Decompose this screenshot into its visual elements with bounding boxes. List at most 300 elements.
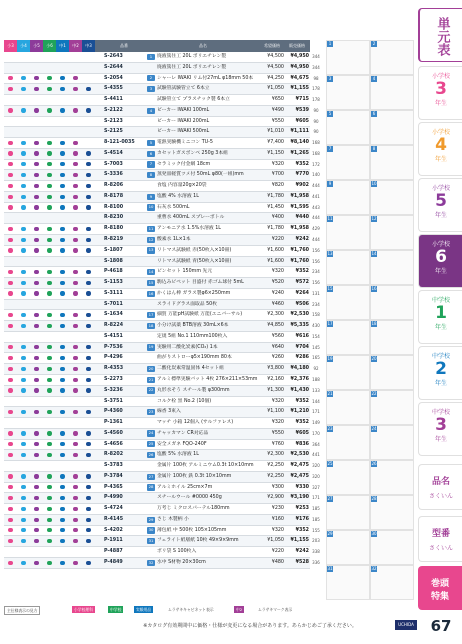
sale-price: ¥1,111 <box>290 129 309 135</box>
header-code: 品番 <box>120 43 128 48</box>
table-row <box>4 127 319 138</box>
product-name: 万考じ ミクロスパーテル180mm <box>157 506 230 512</box>
grade-dot <box>60 291 64 295</box>
sidebar-grade-tab[interactable] <box>418 122 462 176</box>
list-price: ¥230 <box>271 506 284 512</box>
list-price: ¥700 <box>271 172 284 178</box>
grade-dot <box>8 410 12 414</box>
image-number: 29 <box>148 516 154 522</box>
grade-tab-t2: 5 <box>435 191 447 211</box>
grade-tab-t3: 年生 <box>434 268 447 275</box>
grade-dot <box>60 410 64 414</box>
product-name: リトマス試験紙 青(50枚入×10冊) <box>157 258 232 264</box>
grade-tab-t3: 年生 <box>434 212 447 219</box>
product-photo <box>370 285 414 320</box>
grade-dot <box>47 291 51 295</box>
grade-dot <box>86 507 90 511</box>
sale-price: ¥253 <box>295 506 309 512</box>
grade-tab-t3: 年生 <box>434 156 447 163</box>
page-ref: 327 <box>312 484 320 490</box>
grade-dot <box>86 367 90 371</box>
sale-price: ¥1,958 <box>290 226 309 232</box>
grade-dot <box>34 270 38 274</box>
grade-dot <box>34 184 38 188</box>
grade-dot <box>47 141 51 145</box>
product-name: 小分け試薬 BTB溶液 30mL×6本 <box>157 323 229 329</box>
table-row <box>4 267 320 278</box>
grade-dot <box>34 442 38 446</box>
index-code-sub: さくいん <box>428 545 453 552</box>
header-grade-3: 小5 <box>30 40 43 52</box>
table-row <box>4 246 320 257</box>
product-photo <box>370 320 414 355</box>
sale-price: ¥4,180 <box>290 366 309 372</box>
sale-price: ¥352 <box>295 161 309 167</box>
grade-dot <box>21 324 25 328</box>
photo-number: 14 <box>371 251 377 256</box>
table-row <box>4 95 320 106</box>
product-name: コルク栓 黒 No.2 (10個) <box>157 398 212 404</box>
sidebar-grade-tab[interactable] <box>418 290 462 344</box>
product-name: 金属片 100枚 鉄 0.3t 10×10mm <box>157 473 232 479</box>
product-code: P-4365 <box>104 484 123 490</box>
grade-dot <box>60 87 64 91</box>
grade-dot <box>34 528 38 532</box>
page-ref: 133 <box>312 387 320 393</box>
grade-dot <box>86 173 90 177</box>
product-name: 塩酸 5% 水溶液 1L <box>157 452 199 458</box>
image-number: 7 <box>147 161 155 167</box>
image-number: 3 <box>147 86 155 92</box>
photo-number: 22 <box>371 391 377 396</box>
grade-dot <box>86 410 90 414</box>
grade-dot <box>47 76 51 80</box>
grade-dot <box>73 388 77 392</box>
grade-dot <box>34 76 38 80</box>
photo-number: 15 <box>327 286 333 291</box>
grade-dot <box>47 195 51 199</box>
product-code: P-1361 <box>104 420 123 426</box>
grade-dot <box>21 195 25 199</box>
table-row <box>4 74 319 85</box>
grade-dot <box>86 378 90 382</box>
page-ref: 156 <box>312 247 320 253</box>
grade-dot <box>86 442 90 446</box>
grade-dot <box>21 528 25 532</box>
table-row <box>4 558 320 569</box>
product-name: 安全メガネ FQO-240F <box>157 441 207 447</box>
grade-dot <box>47 151 51 155</box>
page-ref: 444 <box>312 215 320 221</box>
product-photo <box>326 425 370 460</box>
product-photo <box>370 355 414 390</box>
grade-dot <box>47 324 51 328</box>
product-name: セラミック付金網 18cm <box>157 161 211 167</box>
product-code: P-3784 <box>104 473 123 479</box>
table-row <box>4 429 320 440</box>
product-name: 石灰水 500mL <box>157 204 190 210</box>
grade-dot <box>8 227 12 231</box>
grade-tab-t2: 3 <box>435 415 447 435</box>
table-row <box>4 160 320 171</box>
grade-dot <box>34 345 38 349</box>
list-price: ¥1,100 <box>267 409 284 415</box>
grade-dot <box>8 162 12 166</box>
product-code: R-8178 <box>104 193 124 199</box>
sidebar-grade-tab[interactable] <box>418 346 462 400</box>
image-number: 19 <box>148 344 154 350</box>
grade-dot <box>47 453 51 457</box>
product-name: フェライト紙層紙 10枚 49×9×9mm <box>157 538 239 544</box>
grade-dot <box>73 356 77 360</box>
grade-dot <box>73 485 77 489</box>
legend-note-2: ムラサキマーク表示 <box>258 607 293 612</box>
grade-dot <box>34 248 38 252</box>
grade-dot <box>60 356 64 360</box>
product-name: 酸素水 1L×1本 <box>157 237 191 243</box>
product-code: R-8219 <box>104 237 124 243</box>
grade-dot <box>21 453 25 457</box>
list-price: ¥2,250 <box>267 463 284 469</box>
table-row <box>4 181 320 192</box>
grade-dot <box>86 195 90 199</box>
sale-price: ¥605 <box>295 118 309 124</box>
sale-price: ¥4,950 <box>290 64 309 70</box>
grade-dot <box>47 184 51 188</box>
image-number: 18 <box>148 322 154 328</box>
grade-dot <box>60 238 64 242</box>
product-code: P-4849 <box>104 559 123 565</box>
grade-dot <box>73 248 77 252</box>
grade-dot <box>21 281 25 285</box>
image-number: 15 <box>148 279 154 285</box>
product-photo <box>326 355 370 390</box>
product-code: S-1808 <box>104 258 123 264</box>
sale-price: ¥286 <box>295 355 309 361</box>
sidebar-grade-tab[interactable] <box>418 66 462 120</box>
product-code: R-4145 <box>104 516 124 522</box>
product-name: 廃液篤住工 20L ポリエチレン製 <box>157 54 227 59</box>
grade-dot <box>8 291 12 295</box>
list-price: ¥480 <box>271 559 284 565</box>
sidebar-title-tab[interactable] <box>418 8 462 62</box>
grade-dot <box>21 388 25 392</box>
page-ref: 364 <box>312 441 320 447</box>
product-photo <box>370 565 414 600</box>
grade-dot <box>86 345 90 349</box>
product-name: スライドグラス面取品 50枚 <box>157 301 218 307</box>
product-code: P-4296 <box>104 355 123 361</box>
image-number: 4 <box>147 108 155 114</box>
product-code: S-4724 <box>104 506 123 512</box>
grade-dot <box>60 453 64 457</box>
image-number: 14 <box>148 269 154 274</box>
page-ref: 444 <box>312 237 320 243</box>
grade-dot <box>60 270 64 274</box>
sale-price: ¥715 <box>295 97 309 103</box>
page-ref: 320 <box>312 463 320 469</box>
grade-dot <box>86 518 90 522</box>
legend-chip-3: 実験用品 <box>136 607 152 612</box>
grade-dot <box>21 76 25 80</box>
list-price: ¥320 <box>271 398 284 404</box>
list-price: ¥320 <box>271 161 284 167</box>
product-code: S-7011 <box>104 301 123 307</box>
grade-dot <box>86 227 90 231</box>
list-price: ¥1,450 <box>267 204 284 210</box>
list-price: ¥320 <box>271 269 284 275</box>
table-row <box>4 278 320 289</box>
page-ref: 203 <box>312 538 320 544</box>
grade-dot <box>34 324 38 328</box>
grade-dot <box>60 539 64 543</box>
grade-dot <box>86 356 90 360</box>
product-name: さじ 木製柄 小 <box>157 516 189 522</box>
product-name: スチールウール #0000 450g <box>157 495 222 501</box>
grade-dot <box>47 474 51 478</box>
product-code: S-4202 <box>104 527 123 533</box>
grade-dot <box>8 367 12 371</box>
page-ref: 165 <box>312 355 320 361</box>
grade-dot <box>47 173 51 177</box>
product-name: 電熱実験機ミニコン TU-5 <box>157 140 213 146</box>
product-name: アルミ標準実験バット 4枚 276×211×53mm <box>157 376 258 382</box>
sale-price: ¥242 <box>295 237 309 243</box>
grade-dot <box>60 485 64 489</box>
image-number: 12 <box>148 236 154 242</box>
grade-dot <box>60 367 64 371</box>
grade-dot <box>60 227 64 231</box>
grade-dot <box>21 431 25 435</box>
sidebar <box>418 0 462 644</box>
grade-dot <box>34 281 38 285</box>
grade-dot <box>34 162 38 166</box>
list-price: ¥490 <box>271 107 284 113</box>
sale-price: ¥528 <box>295 559 309 565</box>
grade-dot <box>60 442 64 446</box>
grade-dot <box>21 238 25 242</box>
header-grade-6: 中2 <box>69 40 82 52</box>
page-ref: 429 <box>312 226 320 232</box>
photo-number: 29 <box>327 531 333 536</box>
product-name: 金属片 100枚 アルミニウム0.3t 10×10mm <box>157 463 254 469</box>
product-code: P-4618 <box>104 269 123 275</box>
page-ref: 90 <box>313 107 319 113</box>
grade-dot <box>8 173 12 177</box>
sidebar-feature[interactable] <box>418 566 462 610</box>
grade-dot <box>86 291 90 295</box>
list-price: ¥2,300 <box>267 312 284 318</box>
grade-dot <box>8 108 12 112</box>
image-number: 32 <box>148 559 154 565</box>
grade-dot <box>34 378 38 382</box>
grade-dot <box>73 324 77 328</box>
grade-dot <box>60 195 64 199</box>
grade-dot <box>8 238 12 242</box>
product-code: S-3236 <box>104 387 123 393</box>
list-price: ¥1,150 <box>267 150 284 156</box>
grade-tab-t2: 3 <box>435 79 447 99</box>
image-number: 9 <box>147 194 155 200</box>
sidebar-grade-tab[interactable] <box>418 234 462 288</box>
product-code: R-8230 <box>104 215 124 221</box>
photo-number: 24 <box>371 426 377 431</box>
sale-price: ¥616 <box>295 333 309 339</box>
page-ref: 154 <box>312 333 320 339</box>
page-ref: 336 <box>312 559 320 565</box>
grade-dot <box>47 162 51 166</box>
product-name: 蒸発皿軽質ツメ付 50mL φ80(一組)mm <box>157 172 244 178</box>
sidebar-grade-tab[interactable] <box>418 178 462 232</box>
grade-dot <box>8 76 12 80</box>
grade-dot <box>8 356 12 360</box>
sale-price: ¥5,335 <box>290 323 309 329</box>
grade-dot <box>73 507 77 511</box>
grade-dot <box>60 281 64 285</box>
product-name: 駒込みピペット 目盛付 赤ゴム球付 5mL <box>157 280 244 286</box>
image-number: 6 <box>147 151 155 157</box>
product-code: R-8180 <box>104 226 124 232</box>
table-row <box>4 63 320 74</box>
page-ref: 144 <box>312 398 320 404</box>
grade-dot <box>34 388 38 392</box>
sidebar-index-name[interactable] <box>418 464 462 510</box>
table-row <box>4 235 320 246</box>
grade-dot <box>21 173 25 177</box>
grade-dot <box>34 227 38 231</box>
legend-chip-1: 小学校理科 <box>74 607 93 612</box>
table-row <box>4 483 320 494</box>
photo-number: 20 <box>371 356 377 361</box>
list-price: ¥1,600 <box>267 247 284 253</box>
grade-dot <box>47 367 51 371</box>
list-price: ¥220 <box>271 237 284 243</box>
grade-dot <box>21 561 25 565</box>
grade-dot <box>47 313 51 317</box>
grade-dot <box>60 151 64 155</box>
photo-number: 19 <box>327 356 333 361</box>
legend-bar <box>4 604 414 616</box>
product-name: 廃液篤住工 20L ポリエチレン製 <box>157 64 227 70</box>
product-name: アンモニア水 1.5%水溶液 1L <box>157 226 221 232</box>
list-price: ¥1,010 <box>267 129 284 135</box>
product-code: S-4514 <box>104 150 123 156</box>
grade-tab-t2: 6 <box>435 247 447 267</box>
list-price: ¥260 <box>271 355 284 361</box>
table-row <box>4 170 320 181</box>
table-header <box>4 40 310 52</box>
page-ref: 90 <box>313 129 319 135</box>
grade-dot <box>73 496 77 500</box>
sidebar-grade-tab[interactable] <box>418 402 462 456</box>
grade-dot <box>86 388 90 392</box>
grade-dot <box>86 108 90 112</box>
photo-number: 21 <box>327 391 333 396</box>
product-name: ビーカー IWAKI 100mL <box>157 107 210 113</box>
sale-price: ¥176 <box>295 516 309 522</box>
page-ref: 172 <box>312 161 320 167</box>
grade-dot <box>47 87 51 91</box>
grade-dot <box>21 108 25 112</box>
grade-dot <box>8 528 12 532</box>
grade-dot <box>21 205 25 209</box>
grade-dot <box>34 356 38 360</box>
product-name: 重曹水 400mL スプレーボトル <box>157 215 225 221</box>
grade-dot <box>73 539 77 543</box>
header-grade-5: 中1 <box>56 40 69 52</box>
product-photo <box>326 40 370 75</box>
grade-dot <box>60 378 64 382</box>
sale-price: ¥352 <box>295 527 309 533</box>
grade-dot <box>21 485 25 489</box>
table-row <box>4 310 320 321</box>
grade-dot <box>73 367 77 371</box>
list-price: ¥7,400 <box>267 140 284 146</box>
grade-dot <box>8 270 12 274</box>
sidebar-index-code[interactable] <box>418 516 462 562</box>
grade-dot <box>21 87 25 91</box>
grade-dot <box>8 378 12 382</box>
list-price: ¥240 <box>271 290 284 296</box>
product-photo <box>326 495 370 530</box>
grade-dot <box>60 141 64 145</box>
grade-dot <box>73 108 77 112</box>
table-row <box>4 407 320 418</box>
grade-dot <box>21 151 25 155</box>
image-number: 27 <box>148 473 154 479</box>
product-photo <box>370 180 414 215</box>
list-price: ¥560 <box>271 333 284 339</box>
brand-logo: UCHIDA <box>395 620 417 630</box>
grade-dot <box>21 184 25 188</box>
feature-title: 巻頭 <box>430 579 449 589</box>
table-row <box>4 547 320 558</box>
photo-number: 32 <box>371 566 377 571</box>
grade-tab-t2: 1 <box>435 303 447 323</box>
list-price: ¥2,250 <box>267 473 284 479</box>
grade-dot <box>8 205 12 209</box>
product-code: S-3783 <box>104 463 123 469</box>
sale-price: ¥1,265 <box>290 150 309 156</box>
product-name: チャッカマン CR対応品 <box>157 430 209 436</box>
product-code: S-4151 <box>104 333 123 339</box>
sale-price: ¥1,595 <box>290 204 309 210</box>
grade-dot <box>34 496 38 500</box>
grade-dot <box>21 141 25 145</box>
sale-price: ¥2,475 <box>290 473 309 479</box>
grade-dot <box>34 518 38 522</box>
grade-dot <box>8 195 12 199</box>
list-price: ¥1,600 <box>267 258 284 264</box>
grade-dot <box>34 141 38 145</box>
image-number: 16 <box>148 290 154 296</box>
list-price: ¥3,800 <box>267 366 284 372</box>
page-ref: 441 <box>312 193 320 199</box>
grade-dot <box>86 561 90 565</box>
grade-dot <box>73 227 77 231</box>
product-photo <box>370 460 414 495</box>
grade-tab-t3: 年生 <box>434 324 447 331</box>
grade-dot <box>21 474 25 478</box>
list-price: ¥550 <box>271 118 284 124</box>
product-name: 水中 S材物 20×30cm <box>157 559 206 565</box>
grade-dot <box>8 453 12 457</box>
sale-price: ¥704 <box>295 344 309 350</box>
grade-dot <box>47 539 51 543</box>
image-number: 11 <box>148 225 154 231</box>
product-photo <box>326 250 370 285</box>
product-name: マッチ 小箱 12個入 (サルファレス) <box>157 420 234 426</box>
